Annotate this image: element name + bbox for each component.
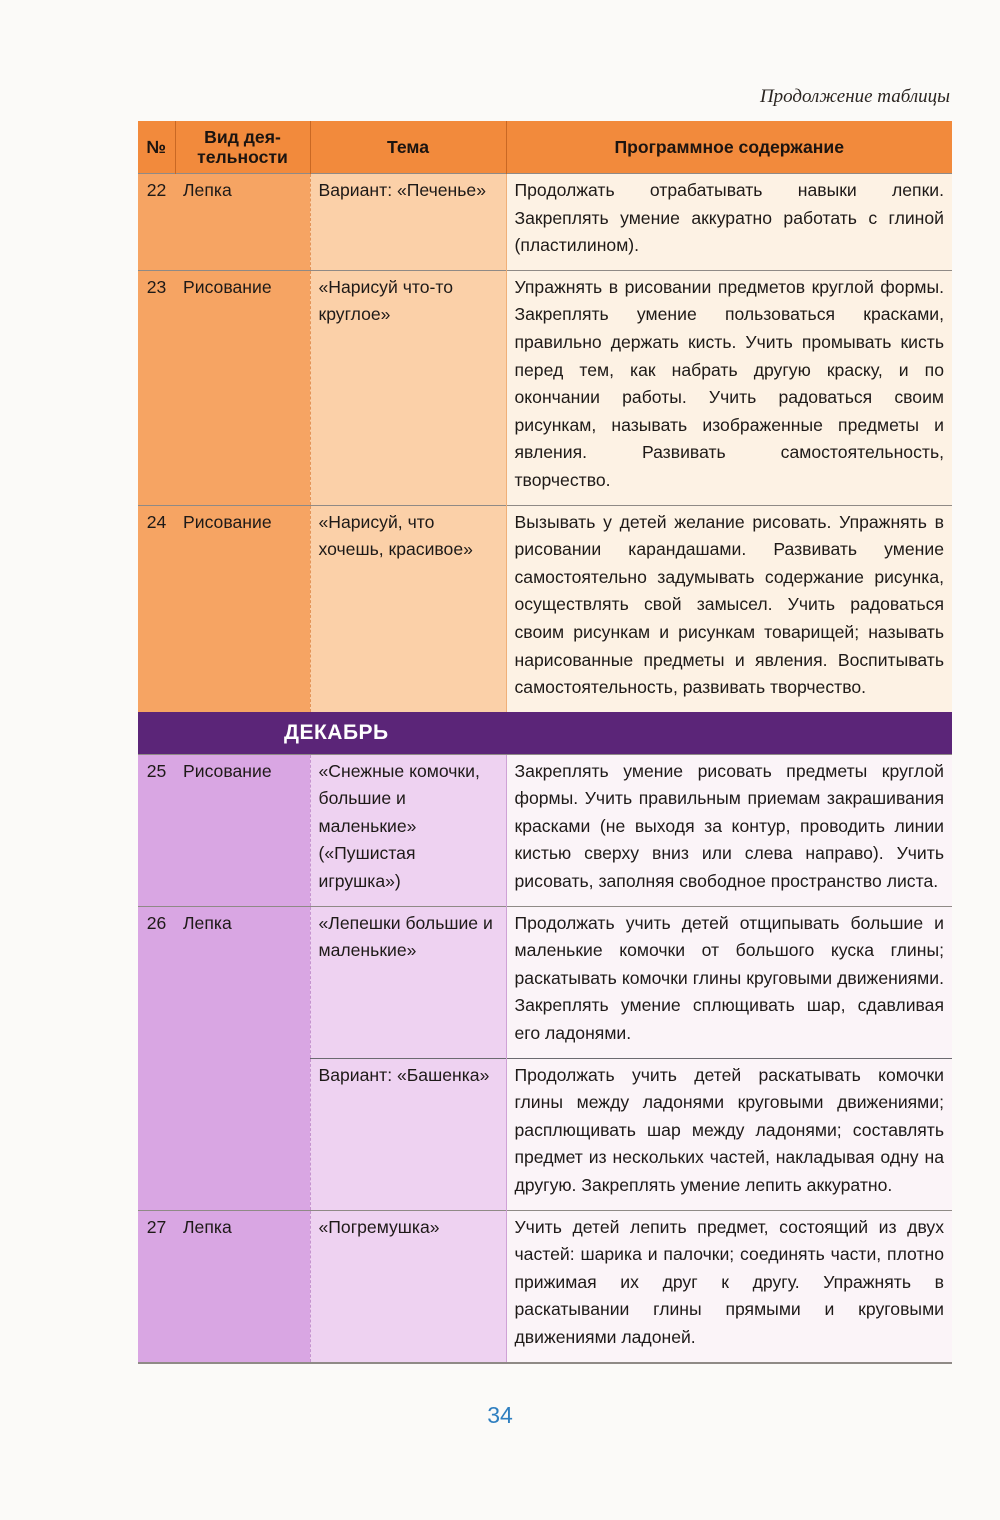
header-program-content: Программное содержание	[506, 121, 952, 174]
header-activity-kind: Вид дея-тельности	[175, 121, 310, 174]
lesson-plan-table	[138, 121, 952, 1364]
row-theme: «Погремушка»	[310, 1210, 506, 1362]
row-number: 22	[138, 174, 175, 271]
row-program-content: Закреплять умение рисовать предметы круглой формы. Учить правильным приемам закрашивания красками (не выходя за контур, проводить линии кистью сверху вниз или слева направо). Учить рисовать, заполняя свободное пространство листа.	[506, 754, 952, 906]
table-row	[138, 270, 952, 505]
row-number: 27	[138, 1210, 175, 1362]
row-activity-kind: Лепка	[175, 906, 310, 1210]
row-program-content: Вызывать у детей желание рисовать. Упражнять в рисовании карандашами. Развивать умение самостоятельно задумывать содержание рисунка, осуществлять свой замысел. Учить радоваться своим рисункам и рисункам товарищей; называть нарисованные предметы и явления. Воспитывать самостоятельность, развивать творчество.	[506, 505, 952, 712]
month-title: ДЕКАБРЬ	[138, 712, 952, 755]
row-activity-kind: Рисование	[175, 505, 310, 712]
table-row	[138, 505, 952, 712]
row-theme: «Снежные комочки, большие и маленькие» («Пушистая игрушка»)	[310, 754, 506, 906]
row-number: 23	[138, 270, 175, 505]
row-number: 25	[138, 754, 175, 906]
row-variant-theme: Вариант: «Башенка»	[310, 1058, 506, 1210]
month-banner	[138, 712, 952, 755]
row-program-content: Продолжать учить детей отщипывать большие и маленькие комочки от большого куска глины; раскатывать комочки глины круговыми движениями. Закреплять умение сплющивать шар, сдавливая его ладонями.	[506, 906, 952, 1058]
row-program-content: Упражнять в рисовании предметов круглой формы. Закреплять умение пользоваться красками, правильно держать кисть. Учить промывать кисть перед тем, как набрать другую краску, и по окончании работы. Учить радоваться своим рисункам, называть изображенные предметы и явления. Развивать самостоятельность, творчество.	[506, 270, 952, 505]
header-number: №	[138, 121, 175, 174]
row-activity-kind: Рисование	[175, 754, 310, 906]
table-row	[138, 754, 952, 906]
row-number: 26	[138, 906, 175, 1210]
row-theme: Вариант: «Печенье»	[310, 174, 506, 271]
header-theme: Тема	[310, 121, 506, 174]
table-row	[138, 1210, 952, 1362]
page-number: 34	[487, 1402, 513, 1428]
table-row	[138, 174, 952, 271]
row-theme: «Нарисуй что-то круглое»	[310, 270, 506, 505]
row-program-content: Продолжать отрабатывать навыки лепки. Закреплять умение аккуратно работать с глиной (пластилином).	[506, 174, 952, 271]
row-activity-kind: Лепка	[175, 1210, 310, 1362]
table-header-row	[138, 121, 952, 174]
row-activity-kind: Лепка	[175, 174, 310, 271]
continuation-caption: Продолжение таблицы	[759, 86, 950, 107]
row-variant-program-content: Продолжать учить детей раскатывать комочки глины между ладонями круговыми движениями; расплющивать шар между ладонями; составлять предмет из нескольких частей, накладывая одну на другую. Закреплять умение лепить аккуратно.	[506, 1058, 952, 1210]
row-theme: «Лепешки большие и маленькие»	[310, 906, 506, 1058]
table-row	[138, 906, 952, 1058]
row-activity-kind: Рисование	[175, 270, 310, 505]
row-number: 24	[138, 505, 175, 712]
row-theme: «Нарисуй, что хочешь, красивое»	[310, 505, 506, 712]
row-program-content: Учить детей лепить предмет, состоящий из двух частей: шарика и палочки; соединять части, плотно прижимая их друг к другу. Упражнять в раскатывании глины прямыми и круговыми движениями ладоней.	[506, 1210, 952, 1362]
